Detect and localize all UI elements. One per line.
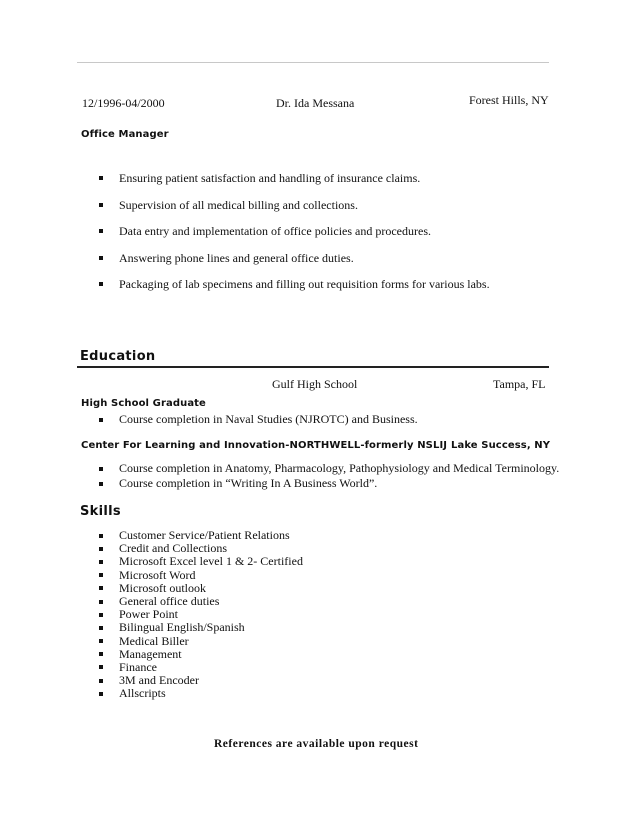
list-item: Course completion in “Writing In A Business World”.: [99, 476, 559, 491]
list-item: General office duties: [99, 595, 303, 608]
list-item: Course completion in Naval Studies (NJROTC) and Business.: [99, 412, 418, 427]
list-item: Credit and Collections: [99, 542, 303, 555]
center-location: Lake Success, NY: [451, 440, 551, 451]
list-item: Management: [99, 648, 303, 661]
skills-list: [99, 529, 303, 700]
list-item: Course completion in Anatomy, Pharmacology, Pathophysiology and Medical Terminology.: [99, 461, 559, 476]
school-name: Gulf High School: [272, 377, 358, 391]
list-item: Microsoft outlook: [99, 582, 303, 595]
references-note: References are available upon request: [214, 738, 419, 750]
list-item: Supervision of all medical billing and collections.: [99, 192, 490, 219]
list-item: Medical Biller: [99, 635, 303, 648]
school-courses-list: [99, 412, 418, 427]
center-name: Center For Learning and Innovation-NORTHWELL-formerly NSLIJ: [81, 440, 448, 451]
education-rule: [77, 366, 549, 368]
list-item: Customer Service/Patient Relations: [99, 529, 303, 542]
job-dates: 12/1996-04/2000: [82, 96, 165, 110]
job-employer: Dr. Ida Messana: [276, 96, 355, 110]
list-item: Bilingual English/Spanish: [99, 621, 303, 634]
list-item: Allscripts: [99, 687, 303, 700]
center-courses-list: [99, 461, 559, 491]
job-duties-list: [99, 165, 490, 298]
list-item: Answering phone lines and general office duties.: [99, 245, 490, 272]
list-item: Packaging of lab specimens and filling out requisition forms for various labs.: [99, 271, 490, 298]
top-divider: [77, 62, 549, 63]
job-title: Office Manager: [81, 129, 169, 140]
list-item: 3M and Encoder: [99, 674, 303, 687]
list-item: Ensuring patient satisfaction and handling of insurance claims.: [99, 165, 490, 192]
list-item: Finance: [99, 661, 303, 674]
list-item: Microsoft Excel level 1 & 2- Certified: [99, 555, 303, 568]
list-item: Power Point: [99, 608, 303, 621]
education-heading: Education: [80, 349, 156, 364]
job-location: Forest Hills, NY: [469, 93, 549, 107]
school-location: Tampa, FL: [493, 377, 546, 391]
degree-title: High School Graduate: [81, 398, 206, 409]
list-item: Microsoft Word: [99, 569, 303, 582]
list-item: Data entry and implementation of office policies and procedures.: [99, 218, 490, 245]
skills-heading: Skills: [80, 504, 121, 519]
